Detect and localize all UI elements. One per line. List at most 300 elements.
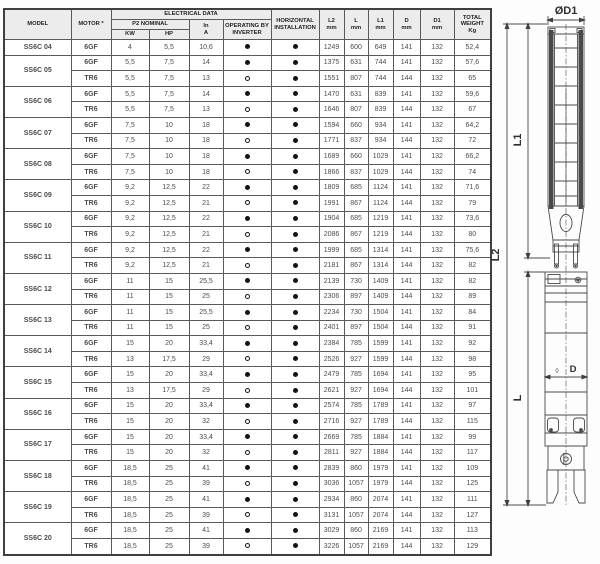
in-amps-cell: 39: [189, 476, 223, 492]
horizontal-installation-cell: [271, 117, 319, 133]
hp-cell: 25: [149, 539, 189, 555]
horizontal-installation-cell: [271, 71, 319, 87]
d-label: D: [569, 364, 577, 375]
l2-cell: 2139: [319, 273, 344, 289]
weight-cell: 99: [454, 429, 491, 445]
horizontal-installation-filled-dot-icon: [293, 154, 298, 159]
kw-cell: 18,5: [111, 523, 149, 539]
in-amps-cell: 10,6: [189, 40, 223, 56]
od1-label: ØD1: [554, 5, 578, 17]
l1-cell: 1789: [368, 398, 393, 414]
in-amps-cell: 21: [189, 227, 223, 243]
weight-cell: 117: [454, 445, 491, 461]
d-cell: 141: [393, 305, 420, 321]
d-cell: 141: [393, 429, 420, 445]
horizontal-installation-cell: [271, 539, 319, 555]
motor-cell: 6GF: [71, 180, 111, 196]
hp-cell: 17,5: [149, 383, 189, 399]
l-cell: 660: [344, 117, 368, 133]
inverter-capability-cell: [223, 414, 271, 430]
l-cell: 785: [344, 367, 368, 383]
horizontal-installation-filled-dot-icon: [293, 403, 298, 408]
inverter-capability-filled-dot-icon: [245, 216, 250, 221]
horizontal-installation-filled-dot-icon: [293, 60, 298, 65]
hp-cell: 10: [149, 133, 189, 149]
motor-cell: TR6: [71, 539, 111, 555]
inverter-capability-filled-dot-icon: [245, 91, 250, 96]
table-row: [4, 242, 491, 258]
l-cell: 867: [344, 258, 368, 274]
table-row: [4, 40, 491, 56]
motor-cell: 6GF: [71, 273, 111, 289]
in-amps-cell: 22: [189, 242, 223, 258]
l-cell: 785: [344, 336, 368, 352]
weight-cell: 91: [454, 320, 491, 336]
kw-cell: 11: [111, 305, 149, 321]
d-cell: 141: [393, 180, 420, 196]
l2-cell: 2086: [319, 227, 344, 243]
in-amps-cell: 25: [189, 320, 223, 336]
d1-cell: 132: [420, 289, 454, 305]
horizontal-installation-filled-dot-icon: [293, 278, 298, 283]
d-cell: 144: [393, 227, 420, 243]
header-horizontal-installation: HORIZONTAL INSTALLATION: [271, 9, 319, 40]
l2-cell: 1991: [319, 195, 344, 211]
l2-cell: 2181: [319, 258, 344, 274]
l-cell: 927: [344, 351, 368, 367]
kw-cell: 7,5: [111, 164, 149, 180]
inverter-capability-cell: [223, 492, 271, 508]
hp-cell: 12,5: [149, 180, 189, 196]
in-amps-cell: 13: [189, 71, 223, 87]
inverter-capability-cell: [223, 461, 271, 477]
l1-cell: 649: [368, 40, 393, 56]
in-amps-cell: 18: [189, 117, 223, 133]
hp-cell: 17,5: [149, 351, 189, 367]
in-amps-cell: 39: [189, 507, 223, 523]
l-cell: 927: [344, 383, 368, 399]
d-cell: 144: [393, 383, 420, 399]
l1-cell: 1124: [368, 180, 393, 196]
d1-cell: 132: [420, 211, 454, 227]
table-row: [4, 476, 491, 492]
l1-cell: 839: [368, 86, 393, 102]
l-cell: 685: [344, 211, 368, 227]
l1-cell: 1884: [368, 429, 393, 445]
horizontal-installation-cell: [271, 149, 319, 165]
l2-cell: 3029: [319, 523, 344, 539]
header-l: L mm: [344, 9, 368, 40]
kw-cell: 15: [111, 429, 149, 445]
d-cell: 144: [393, 102, 420, 118]
d-cell: 141: [393, 367, 420, 383]
table-row: [4, 507, 491, 523]
l-cell: 1057: [344, 507, 368, 523]
table-row: [4, 180, 491, 196]
weight-cell: 111: [454, 492, 491, 508]
inverter-capability-cell: [223, 367, 271, 383]
table-row: [4, 211, 491, 227]
kw-cell: 5,5: [111, 55, 149, 71]
l-cell: 685: [344, 242, 368, 258]
horizontal-installation-cell: [271, 523, 319, 539]
d-cell: 141: [393, 211, 420, 227]
hp-cell: 20: [149, 429, 189, 445]
table-row: [4, 195, 491, 211]
kw-cell: 9,2: [111, 180, 149, 196]
weight-cell: 73,6: [454, 211, 491, 227]
inverter-capability-cell: [223, 71, 271, 87]
table-row: [4, 273, 491, 289]
d-cell: 141: [393, 55, 420, 71]
in-amps-cell: 41: [189, 461, 223, 477]
hp-cell: 12,5: [149, 227, 189, 243]
l2-cell: 2401: [319, 320, 344, 336]
inverter-capability-cell: [223, 320, 271, 336]
motor-cell: 6GF: [71, 117, 111, 133]
hp-cell: 15: [149, 289, 189, 305]
d1-cell: 132: [420, 320, 454, 336]
l1-cell: 1884: [368, 445, 393, 461]
header-l1: L1 mm: [368, 9, 393, 40]
l1-cell: 1599: [368, 351, 393, 367]
horizontal-installation-filled-dot-icon: [293, 44, 298, 49]
inverter-capability-filled-dot-icon: [245, 60, 250, 65]
model-cell: SS6C 19: [4, 492, 71, 523]
l1-cell: 1979: [368, 476, 393, 492]
l-cell: 867: [344, 227, 368, 243]
in-amps-cell: 22: [189, 211, 223, 227]
kw-cell: 15: [111, 414, 149, 430]
horizontal-installation-filled-dot-icon: [293, 76, 298, 81]
l-cell: 837: [344, 133, 368, 149]
pump-technical-drawing: [490, 0, 600, 564]
d1-cell: 132: [420, 117, 454, 133]
d1-cell: 132: [420, 180, 454, 196]
l2-cell: 1689: [319, 149, 344, 165]
kw-cell: 5,5: [111, 71, 149, 87]
d-cell: 144: [393, 71, 420, 87]
d1-cell: 132: [420, 351, 454, 367]
weight-cell: 67: [454, 102, 491, 118]
model-cell: SS6C 14: [4, 336, 71, 367]
kw-cell: 5,5: [111, 102, 149, 118]
weight-cell: 127: [454, 507, 491, 523]
weight-cell: 72: [454, 133, 491, 149]
motor-cell: 6GF: [71, 242, 111, 258]
model-cell: SS6C 06: [4, 86, 71, 117]
horizontal-installation-cell: [271, 164, 319, 180]
horizontal-installation-cell: [271, 289, 319, 305]
motor-cell: TR6: [71, 195, 111, 211]
d-cell: 141: [393, 86, 420, 102]
motor-cell: 6GF: [71, 429, 111, 445]
inverter-capability-cell: [223, 289, 271, 305]
horizontal-installation-filled-dot-icon: [293, 185, 298, 190]
inverter-capability-filled-dot-icon: [245, 434, 250, 439]
weight-cell: 66,2: [454, 149, 491, 165]
horizontal-installation-cell: [271, 351, 319, 367]
hp-cell: 12,5: [149, 211, 189, 227]
motor-cell: 6GF: [71, 40, 111, 56]
inverter-capability-filled-dot-icon: [245, 497, 250, 502]
l-cell: 600: [344, 40, 368, 56]
d1-cell: 132: [420, 461, 454, 477]
l2-cell: 1809: [319, 180, 344, 196]
in-amps-cell: 25,5: [189, 305, 223, 321]
d-cell: 141: [393, 398, 420, 414]
l2-cell: 2839: [319, 461, 344, 477]
inverter-capability-cell: [223, 180, 271, 196]
d-cell: 141: [393, 40, 420, 56]
d1-cell: 132: [420, 305, 454, 321]
horizontal-installation-cell: [271, 211, 319, 227]
horizontal-installation-cell: [271, 429, 319, 445]
l-cell: 897: [344, 320, 368, 336]
horizontal-installation-filled-dot-icon: [293, 341, 298, 346]
in-amps-cell: 22: [189, 180, 223, 196]
hp-cell: 20: [149, 336, 189, 352]
diamond-symbol: ◊: [555, 368, 559, 375]
in-amps-cell: 32: [189, 445, 223, 461]
datasheet-table: [3, 8, 492, 556]
kw-cell: 18,5: [111, 476, 149, 492]
horizontal-installation-filled-dot-icon: [293, 310, 298, 315]
motor-cell: 6GF: [71, 336, 111, 352]
motor-cell: 6GF: [71, 367, 111, 383]
in-amps-cell: 29: [189, 383, 223, 399]
l2-cell: 1594: [319, 117, 344, 133]
kw-cell: 18,5: [111, 461, 149, 477]
inverter-capability-cell: [223, 117, 271, 133]
table-row: [4, 164, 491, 180]
inverter-capability-cell: [223, 86, 271, 102]
l-cell: 807: [344, 71, 368, 87]
l-cell: 631: [344, 86, 368, 102]
table-row: [4, 258, 491, 274]
l1-cell: 1599: [368, 336, 393, 352]
inverter-capability-cell: [223, 476, 271, 492]
weight-cell: 75,6: [454, 242, 491, 258]
header-total-weight: TOTAL WEIGHT Kg: [454, 9, 491, 40]
horizontal-installation-filled-dot-icon: [293, 372, 298, 377]
l1-cell: 1314: [368, 242, 393, 258]
table-body: [4, 40, 491, 555]
l2-cell: 2384: [319, 336, 344, 352]
l2-cell: 2234: [319, 305, 344, 321]
horizontal-installation-cell: [271, 492, 319, 508]
motor-cell: TR6: [71, 445, 111, 461]
in-amps-cell: 32: [189, 414, 223, 430]
weight-cell: 115: [454, 414, 491, 430]
inverter-capability-open-dot-icon: [245, 512, 250, 517]
l2-cell: 1646: [319, 102, 344, 118]
inverter-capability-cell: [223, 227, 271, 243]
inverter-capability-filled-dot-icon: [245, 403, 250, 408]
model-cell: SS6C 10: [4, 211, 71, 242]
l2-cell: 2934: [319, 492, 344, 508]
l1-cell: 2169: [368, 539, 393, 555]
inverter-capability-open-dot-icon: [245, 481, 250, 486]
d-cell: 144: [393, 164, 420, 180]
motor-cell: 6GF: [71, 211, 111, 227]
in-amps-cell: 21: [189, 258, 223, 274]
l2-cell: 2669: [319, 429, 344, 445]
in-amps-cell: 33,4: [189, 429, 223, 445]
in-amps-cell: 14: [189, 55, 223, 71]
table-row: [4, 227, 491, 243]
motor-cell: TR6: [71, 289, 111, 305]
l2-cell: 2811: [319, 445, 344, 461]
l-cell: 897: [344, 289, 368, 305]
kw-cell: 4: [111, 40, 149, 56]
horizontal-installation-filled-dot-icon: [293, 138, 298, 143]
horizontal-installation-cell: [271, 398, 319, 414]
d-cell: 141: [393, 336, 420, 352]
l1-cell: 1124: [368, 195, 393, 211]
kw-cell: 13: [111, 351, 149, 367]
inverter-capability-cell: [223, 211, 271, 227]
model-cell: SS6C 04: [4, 40, 71, 56]
horizontal-installation-cell: [271, 336, 319, 352]
inverter-capability-open-dot-icon: [245, 419, 250, 424]
inverter-capability-open-dot-icon: [245, 138, 250, 143]
hp-cell: 12,5: [149, 195, 189, 211]
hp-cell: 7,5: [149, 55, 189, 71]
d-cell: 144: [393, 195, 420, 211]
inverter-capability-cell: [223, 164, 271, 180]
weight-cell: 57,6: [454, 55, 491, 71]
inverter-capability-open-dot-icon: [245, 325, 250, 330]
d1-cell: 132: [420, 258, 454, 274]
table-row: [4, 367, 491, 383]
l-cell: 1057: [344, 539, 368, 555]
kw-cell: 9,2: [111, 211, 149, 227]
kw-cell: 9,2: [111, 242, 149, 258]
d1-cell: 132: [420, 507, 454, 523]
table-row: [4, 398, 491, 414]
inverter-capability-cell: [223, 398, 271, 414]
weight-cell: 101: [454, 383, 491, 399]
d-cell: 144: [393, 133, 420, 149]
header-operating-by-inverter: OPERATING BY INVERTER: [223, 20, 271, 40]
d-cell: 144: [393, 507, 420, 523]
l1-cell: 2074: [368, 507, 393, 523]
motor-cell: TR6: [71, 133, 111, 149]
d-cell: 144: [393, 258, 420, 274]
l-cell: 685: [344, 180, 368, 196]
model-cell: SS6C 08: [4, 149, 71, 180]
d-cell: 141: [393, 117, 420, 133]
hp-cell: 5,5: [149, 40, 189, 56]
model-cell: SS6C 11: [4, 242, 71, 273]
horizontal-installation-filled-dot-icon: [293, 232, 298, 237]
l2-cell: 3131: [319, 507, 344, 523]
hp-cell: 25: [149, 523, 189, 539]
motor-cell: 6GF: [71, 492, 111, 508]
kw-cell: 18,5: [111, 539, 149, 555]
inverter-capability-filled-dot-icon: [245, 372, 250, 377]
d-cell: 144: [393, 539, 420, 555]
inverter-capability-cell: [223, 133, 271, 149]
horizontal-installation-filled-dot-icon: [293, 91, 298, 96]
table-row: [4, 414, 491, 430]
hp-cell: 10: [149, 149, 189, 165]
d-cell: 144: [393, 445, 420, 461]
horizontal-installation-cell: [271, 305, 319, 321]
l1-cell: 744: [368, 55, 393, 71]
inverter-capability-cell: [223, 445, 271, 461]
l2-cell: 1999: [319, 242, 344, 258]
inverter-capability-filled-dot-icon: [245, 341, 250, 346]
in-amps-cell: 18: [189, 133, 223, 149]
weight-cell: 84: [454, 305, 491, 321]
horizontal-installation-cell: [271, 180, 319, 196]
weight-cell: 65: [454, 71, 491, 87]
kw-cell: 11: [111, 289, 149, 305]
weight-cell: 89: [454, 289, 491, 305]
kw-cell: 7,5: [111, 133, 149, 149]
inverter-capability-filled-dot-icon: [245, 310, 250, 315]
table-header: [4, 9, 491, 40]
kw-cell: 18,5: [111, 507, 149, 523]
horizontal-installation-filled-dot-icon: [293, 294, 298, 299]
inverter-capability-open-dot-icon: [245, 543, 250, 548]
d-cell: 141: [393, 242, 420, 258]
weight-cell: 95: [454, 367, 491, 383]
weight-cell: 109: [454, 461, 491, 477]
d1-cell: 132: [420, 242, 454, 258]
horizontal-installation-filled-dot-icon: [293, 481, 298, 486]
motor-cell: TR6: [71, 507, 111, 523]
l1-cell: 1219: [368, 227, 393, 243]
l2-cell: 2716: [319, 414, 344, 430]
d1-cell: 132: [420, 523, 454, 539]
inverter-capability-cell: [223, 523, 271, 539]
table-row: [4, 133, 491, 149]
model-cell: SS6C 09: [4, 180, 71, 211]
table-row: [4, 336, 491, 352]
horizontal-installation-filled-dot-icon: [293, 169, 298, 174]
table-row: [4, 86, 491, 102]
hp-cell: 25: [149, 476, 189, 492]
l2-cell: 1551: [319, 71, 344, 87]
l1-cell: 1029: [368, 149, 393, 165]
motor-cell: TR6: [71, 164, 111, 180]
kw-cell: 15: [111, 398, 149, 414]
inverter-capability-cell: [223, 539, 271, 555]
l1-cell: 1694: [368, 383, 393, 399]
inverter-capability-filled-dot-icon: [245, 528, 250, 533]
header-in-amps: In A: [189, 20, 223, 40]
hp-cell: 15: [149, 320, 189, 336]
motor-cell: TR6: [71, 320, 111, 336]
table-row: [4, 461, 491, 477]
horizontal-installation-filled-dot-icon: [293, 450, 298, 455]
hp-cell: 20: [149, 367, 189, 383]
horizontal-installation-cell: [271, 367, 319, 383]
horizontal-installation-cell: [271, 461, 319, 477]
inverter-capability-open-dot-icon: [245, 107, 250, 112]
d1-cell: 132: [420, 383, 454, 399]
d1-cell: 132: [420, 445, 454, 461]
hp-cell: 7,5: [149, 71, 189, 87]
l-cell: 1057: [344, 476, 368, 492]
inverter-capability-open-dot-icon: [245, 232, 250, 237]
d1-cell: 132: [420, 398, 454, 414]
d-cell: 141: [393, 149, 420, 165]
d1-cell: 132: [420, 195, 454, 211]
